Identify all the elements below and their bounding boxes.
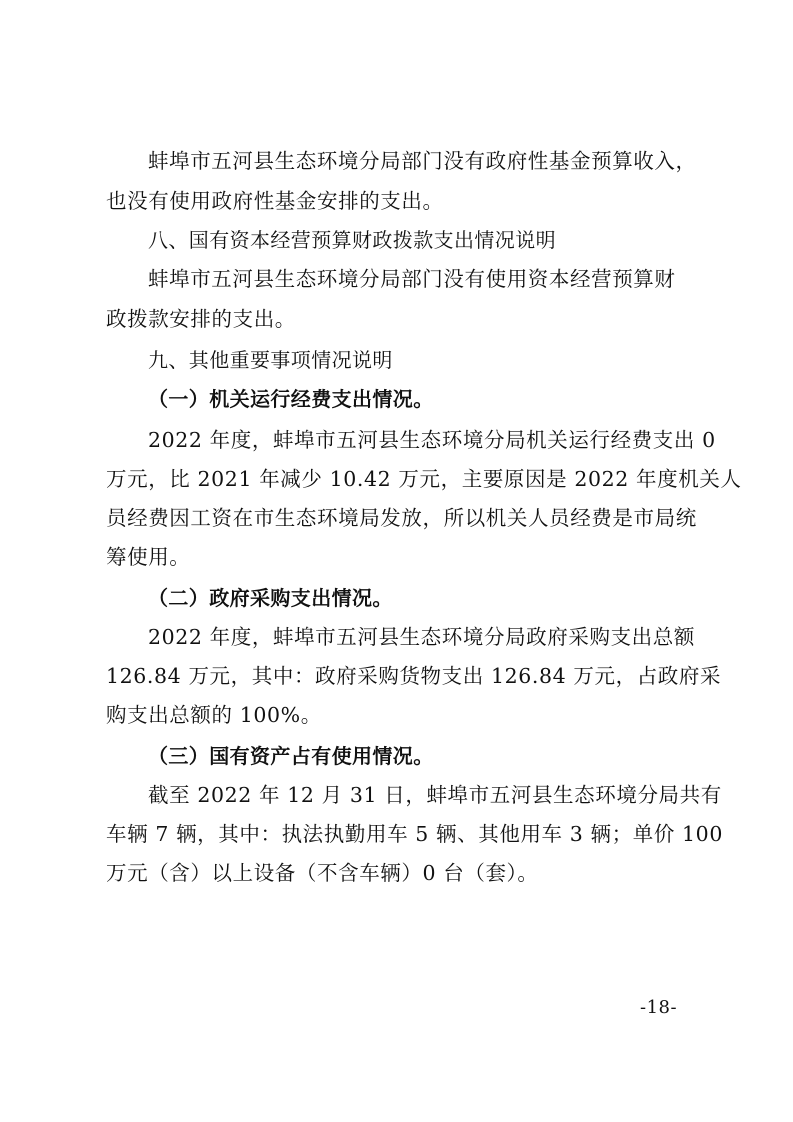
subsection-heading: （三）国有资产占有使用情况。 (148, 744, 434, 768)
paragraph-text: 蚌埠市五河县生态环境分局部门没有使用资本经营预算财 (148, 267, 676, 291)
paragraph-text: 2022 年度，蚌埠市五河县生态环境分局政府采购支出总额 (148, 625, 695, 649)
subsection-heading: （一）机关运行经费支出情况。 (148, 387, 434, 411)
paragraph-text: 蚌埠市五河县生态环境分局部门没有政府性基金预算收入， (148, 149, 697, 173)
paragraph-text: 也没有使用政府性基金安排的支出。 (106, 189, 444, 213)
section-heading: 九、其他重要事项情况说明 (148, 348, 393, 372)
page-number: -18- (640, 997, 678, 1018)
paragraph-text: 万元（含）以上设备（不含车辆）0 台（套）。 (106, 861, 539, 885)
paragraph-text: 126.84 万元，其中：政府采购货物支出 126.84 万元，占政府采 (106, 664, 722, 688)
paragraph-text: 筹使用。 (106, 545, 191, 569)
paragraph-text: 万元，比 2021 年减少 10.42 万元，主要原因是 2022 年度机关人 (106, 467, 742, 491)
paragraph-text: 截至 2022 年 12 月 31 日，蚌埠市五河县生态环境分局共有 (148, 783, 722, 807)
paragraph-text: 员经费因工资在市生态环境局发放，所以机关人员经费是市局统 (106, 506, 697, 530)
paragraph-text: 购支出总额的 100%。 (106, 703, 322, 727)
section-heading: 八、国有资本经营预算财政拨款支出情况说明 (148, 228, 556, 252)
subsection-heading: （二）政府采购支出情况。 (148, 586, 393, 610)
paragraph-text: 车辆 7 辆，其中：执法执勤用车 5 辆、其他用车 3 辆；单价 100 (106, 822, 723, 846)
paragraph-text: 2022 年度，蚌埠市五河县生态环境分局机关运行经费支出 0 (148, 428, 716, 452)
paragraph-text: 政拨款安排的支出。 (106, 307, 296, 331)
